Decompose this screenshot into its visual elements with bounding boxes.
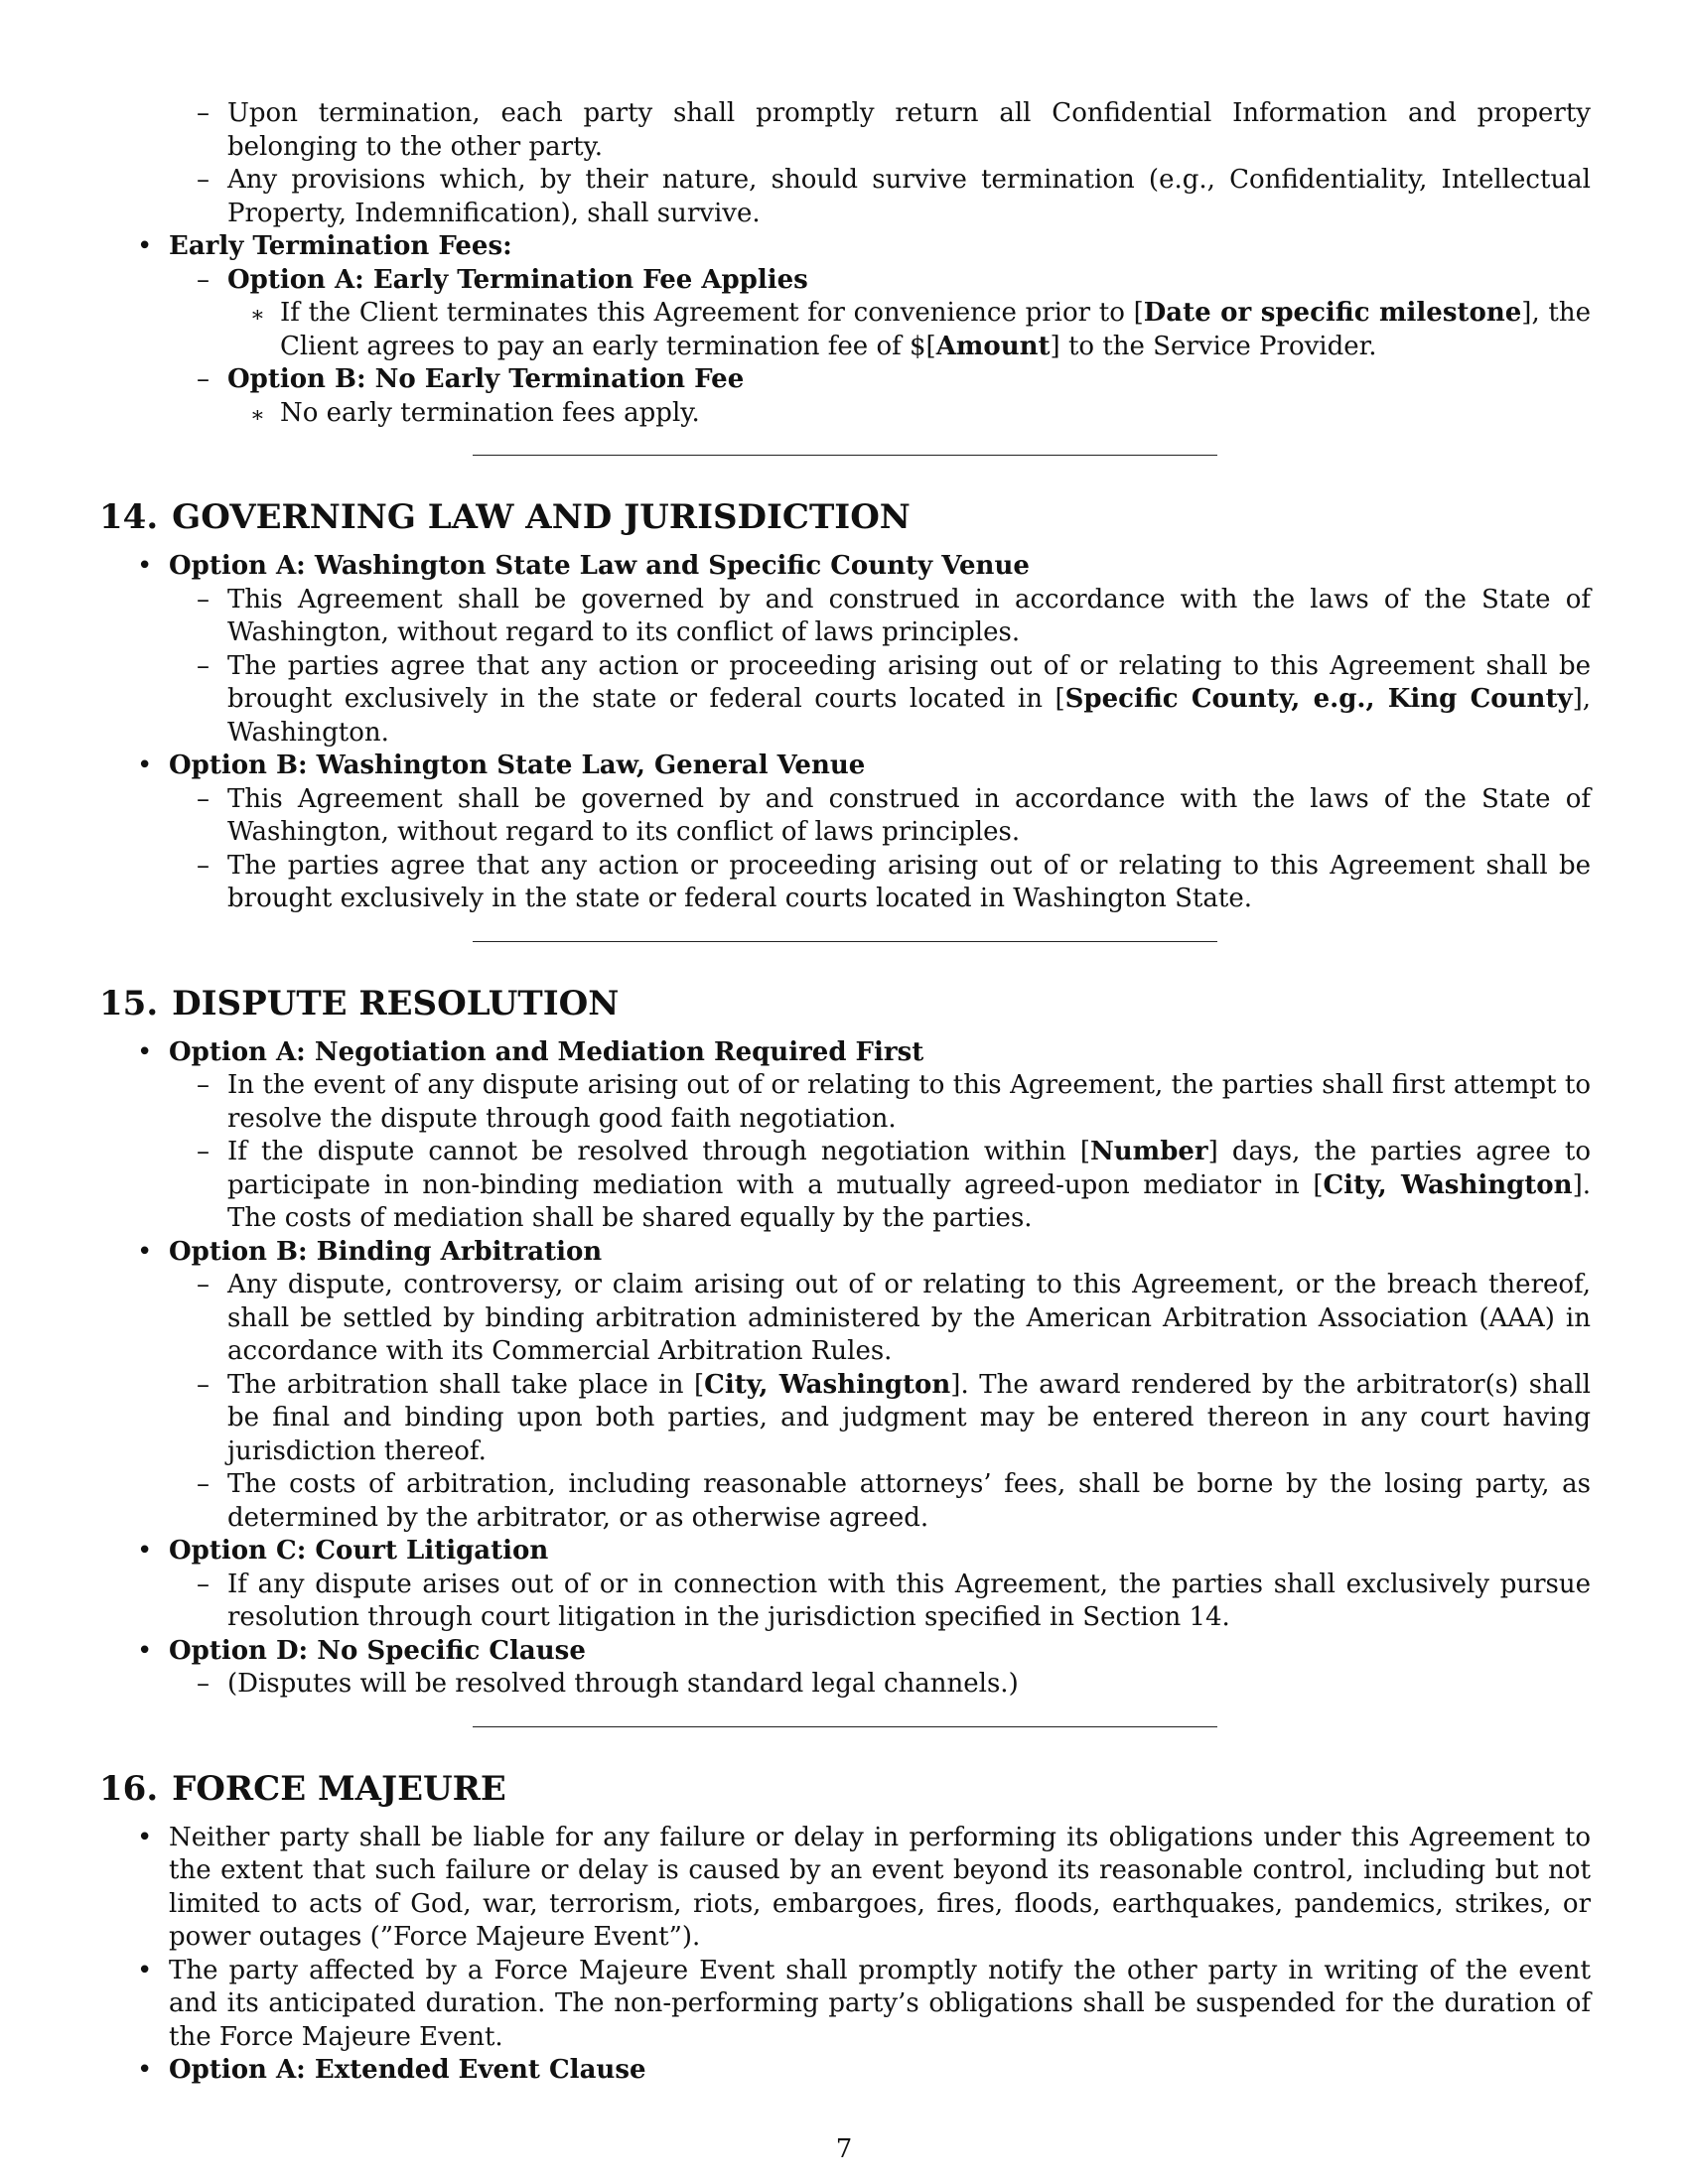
dash-marker: –: [197, 584, 210, 614]
option-label: – Option B: No Early Termination Fee: [99, 363, 1591, 397]
bullet-marker: •: [137, 231, 153, 261]
dash-marker: –: [197, 1469, 210, 1499]
placeholder-field: Amount: [935, 331, 1051, 361]
list-item: – Any provisions which, by their nature, should survive termination (e.g., Confidentiality, Intellectual Property, Indemnification), shall survive.: [197, 165, 1591, 228]
list-item: – The costs of arbitration, including reasonable attorneys’ fees, shall be borne by the losing party, as determined by the arbitrator, or as otherwise agreed.: [197, 1469, 1591, 1533]
page-content: [99, 97, 1591, 2088]
dash-marker: –: [197, 364, 210, 394]
section-heading-16: 16. FORCE MAJEURE: [99, 1768, 506, 1809]
dash-marker: –: [197, 1669, 210, 1699]
list-item: ∗ If the Client terminates this Agreement for convenience prior to [Date or specific milestone], the Client agrees to pay an early termination fee of $[Amount] to the Service Provider.: [250, 298, 1591, 361]
section-heading-15: 15. DISPUTE RESOLUTION: [99, 983, 620, 1024]
option-label: – Option A: Early Termination Fee Applies: [99, 264, 1591, 298]
bullet-marker: •: [137, 1236, 153, 1267]
option-label: • Option A: Washington State Law and Specific County Venue: [99, 550, 1591, 584]
dash-marker: –: [197, 850, 210, 881]
dash-marker: –: [197, 1569, 210, 1599]
asterisk-marker: ∗: [250, 303, 265, 328]
bullet-marker: •: [137, 1635, 153, 1666]
section-heading-14: 14. GOVERNING LAW AND JURISDICTION: [99, 497, 911, 537]
option-label: • Option A: Extended Event Clause: [99, 2054, 1591, 2088]
list-item: – If any dispute arises out of or in connection with this Agreement, the parties shall exclusively pursue resolution through court litigation in the jurisdiction specified in Section 14.: [197, 1569, 1591, 1632]
list-item: – Any dispute, controversy, or claim arising out of or relating to this Agreement, or the breach thereof, shall be settled by binding arbitration administered by the American Arbitration Association (AAA) in accordance with its Commercial Arbitration Rules.: [197, 1270, 1591, 1366]
placeholder-field: Specific County, e.g., King County: [1064, 684, 1573, 714]
dash-marker: –: [197, 165, 210, 195]
dash-marker: –: [197, 783, 210, 814]
list-item: – (Disputes will be resolved through standard legal channels.): [99, 1668, 1591, 1702]
dash-marker: –: [197, 264, 210, 295]
list-item: – If the dispute cannot be resolved through negotiation within [Number] days, the parties agree to participate in non-binding mediation with a mutually agreed-upon mediator in [City, Washington]. The costs of mediation shall be shared equally by the parties.: [197, 1137, 1592, 1233]
option-label: • Option B: Binding Arbitration: [99, 1236, 1591, 1270]
bullet-marker: •: [137, 1955, 153, 1985]
list-item: ∗ No early termination fees apply.: [99, 397, 1591, 431]
list-item: – In the event of any dispute arising out of or relating to this Agreement, the parties shall first attempt to resolve the dispute through good faith negotiation.: [197, 1070, 1591, 1134]
list-item: – The arbitration shall take place in [City, Washington]. The award rendered by the arbitrator(s) shall be final and binding upon both parties, and judgment may be entered thereon in any court having jurisdiction thereof.: [197, 1369, 1591, 1466]
early-fees-heading: Early Termination Fees:: [169, 231, 512, 261]
dash-marker: –: [197, 1369, 210, 1400]
option-label: • Option D: No Specific Clause: [99, 1635, 1591, 1669]
placeholder-field: Number: [1090, 1137, 1208, 1166]
dash-marker: –: [197, 1270, 210, 1299]
bullet-marker: •: [137, 2055, 153, 2085]
placeholder-field: City, Washington: [704, 1369, 951, 1400]
bullet-marker: •: [137, 1536, 153, 1566]
list-item: – The parties agree that any action or proceeding arising out of or relating to this Agreement shall be brought exclusively in the state or federal courts located in [Specific County, e.g., King County], Washington.: [197, 650, 1591, 748]
dash-marker: –: [197, 650, 210, 681]
list-item-early-fees: [99, 230, 1591, 264]
option-label: • Option B: Washington State Law, General Venue: [99, 750, 1591, 783]
dash-marker: –: [197, 1137, 210, 1166]
page-number: 7: [835, 2134, 853, 2164]
list-item: • The party affected by a Force Majeure Event shall promptly notify the other party in writing of the event and its anticipated duration. The non-performing party’s obligations shall be suspended for the duration of the Force Majeure Event.: [137, 1955, 1591, 2052]
section-divider: [473, 941, 1217, 942]
bullet-marker: •: [137, 551, 153, 581]
list-item: – Upon termination, each party shall promptly return all Confidential Information and property belonging to the other party.: [197, 98, 1591, 162]
dash-marker: –: [197, 1070, 210, 1100]
placeholder-field: Date or specific milestone: [1143, 298, 1522, 328]
dash-marker: –: [197, 98, 210, 128]
section-divider: [473, 1726, 1217, 1727]
option-label: • Option A: Negotiation and Mediation Required First: [99, 1036, 1591, 1070]
list-item: – The parties agree that any action or proceeding arising out of or relating to this Agreement shall be brought exclusively in the state or federal courts located in Washington State.: [197, 850, 1591, 913]
bullet-marker: •: [137, 1036, 153, 1067]
section-divider: [473, 455, 1217, 456]
list-item: • Neither party shall be liable for any failure or delay in performing its obligations under this Agreement to the extent that such failure or delay is caused by an event beyond its reasonable control, including but not limited to acts of God, war, terrorism, riots, embargoes, fires, floods, earthquakes, pandemics, strikes, or power outages (”Force Majeure Event”).: [137, 1822, 1591, 1952]
asterisk-marker: ∗: [250, 402, 265, 428]
placeholder-field: City, Washington: [1323, 1169, 1573, 1200]
list-item: – This Agreement shall be governed by and construed in accordance with the laws of the State of Washington, without regard to its conflict of laws principles.: [197, 584, 1591, 647]
list-item: – This Agreement shall be governed by and construed in accordance with the laws of the State of Washington, without regard to its conflict of laws principles.: [197, 783, 1591, 847]
option-label: • Option C: Court Litigation: [99, 1535, 1591, 1569]
bullet-marker: •: [137, 1822, 153, 1852]
bullet-marker: •: [137, 751, 153, 780]
